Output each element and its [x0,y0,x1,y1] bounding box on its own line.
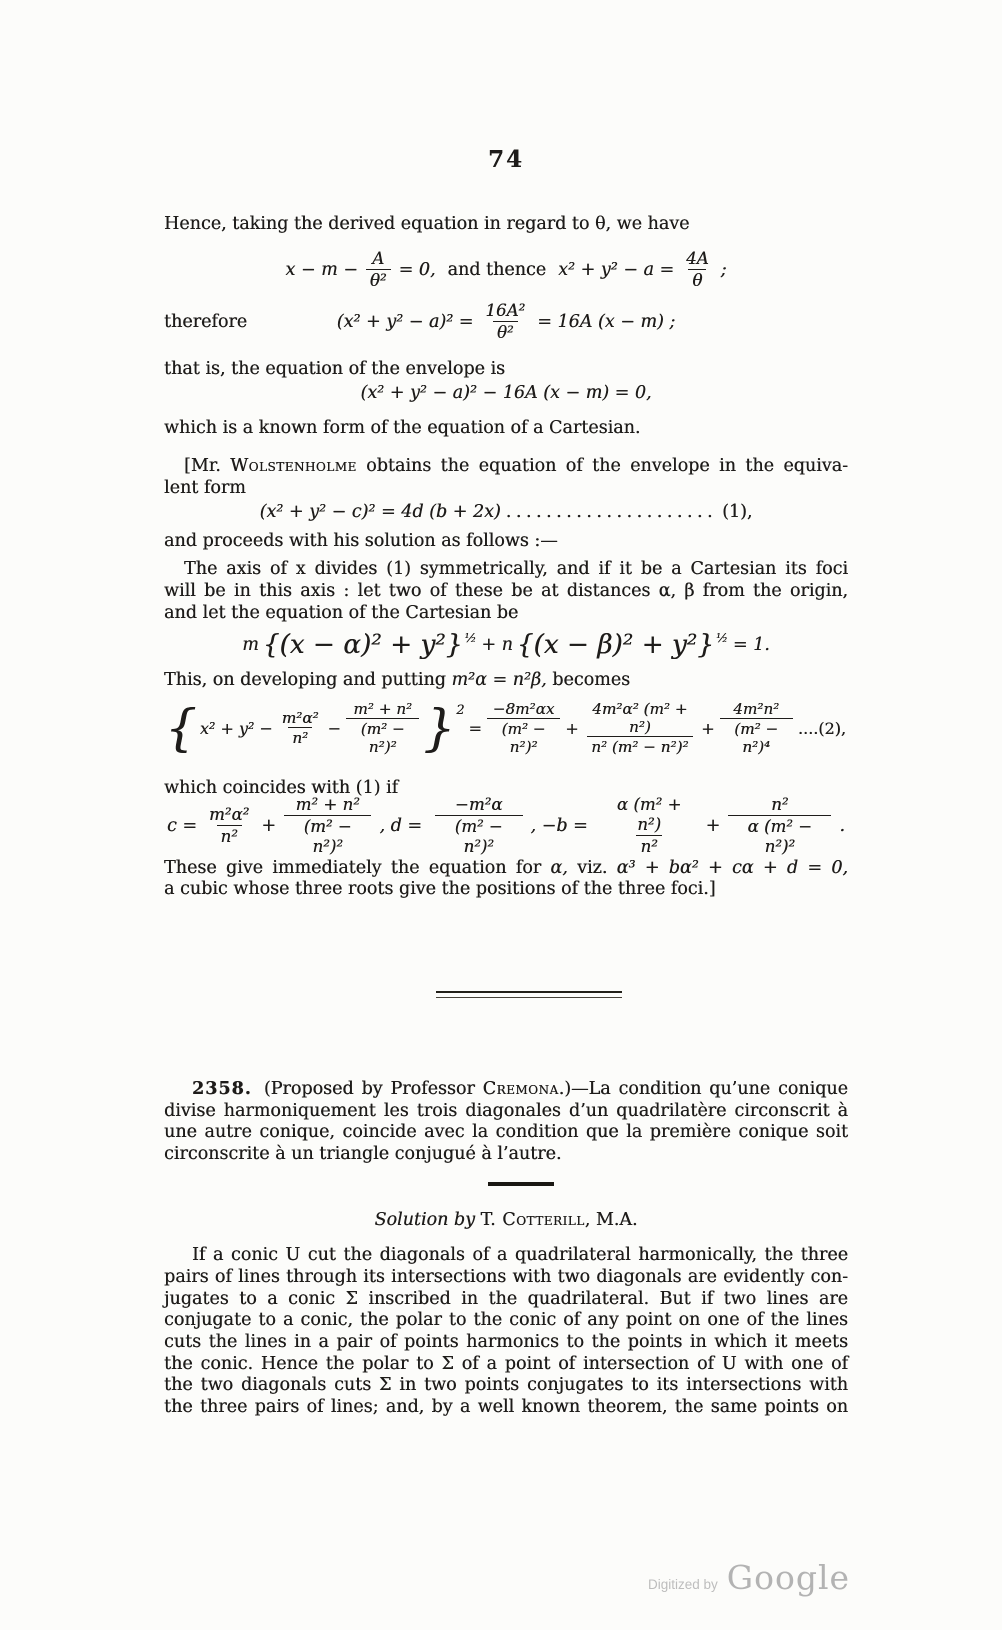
plus-sign: + [701,718,715,738]
connective-text: and thence [447,259,547,280]
equation-derived-theta [164,245,848,295]
leader-dots: ..................... [505,502,718,523]
equation-1 [164,501,848,524]
paragraph-wolstenholme-1 [164,456,848,478]
fraction-numerator: 4m²α² (m² + n²) [592,699,688,736]
fraction-numerator: m² + n² [295,794,360,814]
math-text: m²α = n²β, [451,670,547,691]
fraction-denominator: n² [288,727,312,747]
name-cotterill: T. Cotterill [480,1210,585,1231]
paragraph-text: These give immediately the equation for [164,857,542,878]
fraction-denominator: θ² [493,321,518,343]
math-text: α³ + bα² + cα + d = 0, [616,857,848,878]
paragraph-these-give [164,858,848,880]
paragraph-cartesian-form: which is a known form of the equation of a Cartesian. [164,418,641,439]
equation-tag: ....(2), [797,718,846,738]
fraction-numerator: −m²α [454,794,503,814]
math-text: x − m − [285,259,358,280]
fraction-denominator: (m² − n²)² [346,718,419,756]
problem-text: .)—La condition qu’une conique [558,1079,848,1100]
fraction-numerator: −8m²αx [492,699,555,718]
solution-line-5: cuts the lines in a pair of points harmonics to the points in which it meets [164,1331,848,1352]
fraction-numerator: 16A² [485,300,526,320]
fraction-numerator: n² [771,794,789,814]
solution-line-6: the conic. Hence the polar to Σ of a point of intersection of U with one of [164,1353,848,1374]
fraction-numerator: α (m² + n²) [616,794,682,834]
left-brace: { [165,699,197,758]
fraction-denominator: θ² [366,269,391,291]
math-text: = 16A (x − m) ; [537,311,676,332]
fraction-denominator: (m² − n²)² [487,718,560,756]
paragraph-axis-2: will be in this axis : let two of these be at distances α, β from the origin, [164,580,848,601]
fraction [435,795,522,857]
plus-sign: + [705,815,721,836]
fraction-denominator: (m² − n²)² [435,815,522,857]
problem-number: 2358. [192,1079,252,1100]
math-text: α, [550,857,568,878]
right-brace: } [423,699,456,758]
math-text: , d = [379,815,423,836]
equals-sign: = [468,718,482,738]
paragraph-wolstenholme-2: lent form [164,477,246,498]
fraction [682,249,713,291]
math-text: ; [720,259,727,280]
math-text: m [242,635,259,656]
plus-sign: + [565,718,579,738]
paragraph-axis-1: The axis of x divides (1) symmetrically, and if it be a Cartesian its foci [184,559,848,580]
fraction-denominator: α (m² − n²)² [728,815,831,857]
equation-coefficients [164,794,848,856]
math-text: c = [167,815,198,836]
solution-line-1: If a conic U cut the diagonals of a quadrilateral harmonically, the three [192,1245,848,1266]
problem-2358-line-2: divise harmoniquement les trois diagonales d’un quadrilatère circonscrit à [164,1100,848,1121]
fraction-numerator: m²α² [281,708,319,727]
brace-group: {(x − α)² + y²} [262,630,463,661]
paragraph-hence: Hence, taking the derived equation in regard to θ, we have [164,214,690,234]
paragraph-text: viz. [577,857,608,878]
solution-by-label: Solution by [374,1210,475,1231]
paragraph-text: This, on developing and putting [164,670,446,691]
math-text: . [839,815,845,836]
equation-envelope [164,381,848,405]
fraction [487,700,560,757]
math-text: (x² + y² − a)² − 16A (x − m) = 0, [360,383,652,404]
fraction-numerator: m² + n² [353,699,413,718]
digitized-by-label: Digitized by [648,1577,718,1592]
brace-group: {(x − β)² + y²} [516,630,714,661]
equation-tag: (1), [722,502,753,523]
bracket-text: [Mr. [184,456,231,477]
fraction-numerator: m²α² [209,804,250,824]
math-text: (x² + y² − a)² = [336,311,474,332]
fraction-denominator: (m² − n²)⁴ [720,718,793,756]
digitized-watermark [648,1558,850,1597]
exponent-half: ½ [464,630,477,645]
paragraph-developing [164,670,848,692]
paragraph-text: becomes [552,670,631,691]
fraction [481,301,529,343]
fraction-denominator: n² [217,825,242,847]
math-text: = 0, [398,259,436,280]
fraction [346,700,419,757]
solution-line-4: conjugate to a conic, the polar to the conic of any point on one of the lines [164,1310,848,1331]
minus-sign: − [327,718,342,738]
solution-heading [164,1209,848,1231]
math-text: (x² + y² − c)² = 4d (b + 2x) [259,502,501,523]
fraction [601,795,698,857]
problem-2358-line-3: une autre conique, coincide avec la condition que la première conique soit [164,1122,848,1143]
fraction-numerator: 4A [686,248,709,268]
problem-2358-line-1 [164,1079,848,1101]
exponent-half: ½ [715,630,728,645]
solution-line-3: jugates to a conic Σ inscribed in the quadrilateral. But if two lines are [164,1288,848,1309]
math-text: = 1. [732,635,770,656]
paragraph-coincides: which coincides with (1) if [164,778,399,799]
paragraph-cubic-roots: a cubic whose three roots give the positions of the three foci.] [164,879,716,900]
section-divider-double-rule [436,991,622,998]
fraction-denominator: θ [688,269,706,291]
paragraph-axis-3: and let the equation of the Cartesian be [164,602,519,623]
problem-text: (Proposed by Professor [263,1079,483,1100]
fraction-numerator: A [372,248,385,268]
fraction [278,709,323,747]
page-number: 74 [487,146,524,173]
math-text: , −b = [530,815,588,836]
fraction [284,795,371,857]
text-column [164,0,848,1419]
fraction-denominator: n² [636,835,661,857]
paragraph-that-is: that is, the equation of the envelope is [164,358,506,379]
therefore-label: therefore [164,311,248,332]
fraction [366,249,391,291]
exponent-two: 2 [456,702,465,718]
name-wolstenholme: Wolstenholme [230,456,357,477]
paragraph-proceeds: and proceeds with his solution as follows :— [164,530,558,551]
solution-line-2: pairs of lines through its intersections with two diagonals are evidently con- [164,1266,848,1287]
fraction-numerator: 4m²n² [733,699,780,718]
author-suffix: , M.A. [584,1210,638,1231]
equation-cartesian [164,629,848,661]
fraction [205,805,253,847]
solution-line-7: the two diagonals cuts Σ in two points conjugates to its intersections with [164,1375,848,1396]
fraction-denominator: (m² − n²)² [284,815,371,857]
name-cremona: Cremona [482,1079,559,1100]
math-text: x² + y² − [199,718,273,738]
solution-line-8: the three pairs of lines; and, by a well known theorem, the same points on [164,1397,848,1418]
math-text: + n [481,635,513,656]
equation-2 [164,699,848,757]
fraction [728,795,831,857]
math-text: x² + y² − a = [558,259,675,280]
fraction [720,700,793,757]
fraction-denominator: n² (m² − n²)² [587,736,692,756]
problem-2358-line-4: circonscrite à un triangle conjugué à l’autre. [164,1143,562,1164]
fraction [584,700,697,757]
google-logo: Google [726,1558,851,1597]
plus-sign: + [261,815,276,836]
solution-divider-rule [488,1182,554,1186]
paragraph-text: obtains the equation of the envelope in the equiva- [356,456,848,477]
equation-therefore [164,298,848,346]
